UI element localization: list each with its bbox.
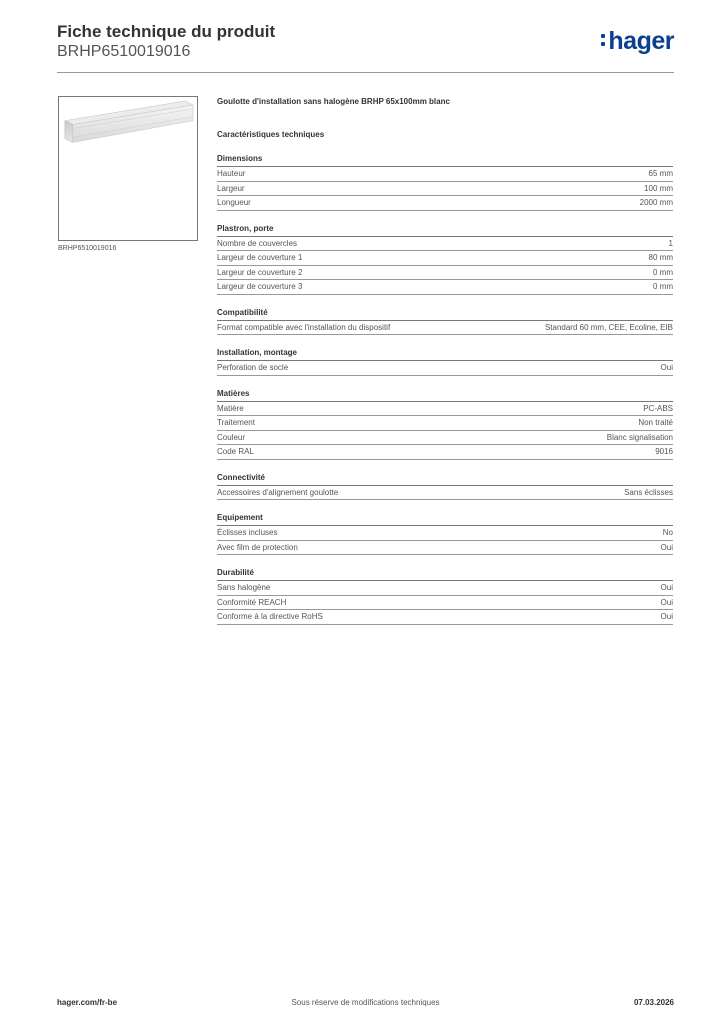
spec-label: Accessoires d'alignement goulotte xyxy=(217,487,339,497)
spec-value: 65 mm xyxy=(648,169,673,178)
spec-value: No xyxy=(662,528,673,537)
section-title: Matières xyxy=(217,388,673,402)
spec-label: Conforme à la directive RoHS xyxy=(217,612,323,621)
page-header xyxy=(57,22,674,68)
section-title: Connectivité xyxy=(217,472,673,486)
section-title: Durabilité xyxy=(217,567,673,581)
page-title: Fiche technique du produit xyxy=(57,22,276,41)
spec-row xyxy=(217,321,673,336)
logo-colon-icon xyxy=(601,30,607,50)
footer-disclaimer: Sous réserve de modifications techniques xyxy=(291,998,440,1007)
section-title: Equipement xyxy=(217,512,673,526)
spec-label: Traitement xyxy=(217,418,255,427)
cable-trunking-icon xyxy=(59,97,197,240)
spec-label: Code RAL xyxy=(217,447,254,456)
spec-value: Oui xyxy=(660,542,673,552)
spec-label: Largeur de couverture 2 xyxy=(217,267,303,277)
spec-row xyxy=(217,196,673,211)
spec-label: Perforation de socle xyxy=(217,363,289,372)
spec-row xyxy=(217,431,673,446)
logo-text: hager xyxy=(608,27,674,55)
spec-content xyxy=(217,96,673,625)
spec-label: Largeur xyxy=(217,183,245,193)
spec-label: Avec film de protection xyxy=(217,542,298,552)
section-title: Compatibilité xyxy=(217,307,673,321)
spec-value: Oui xyxy=(660,583,673,592)
spec-label: Nombre de couvercles xyxy=(217,238,298,248)
spec-label: Conformité REACH xyxy=(217,597,287,607)
spec-value: Blanc signalisation xyxy=(606,432,673,442)
spec-value: Oui xyxy=(660,363,673,372)
spec-value: 1 xyxy=(668,238,673,248)
spec-row xyxy=(217,416,673,431)
spec-value: Oui xyxy=(660,597,673,607)
spec-label: Largeur de couverture 3 xyxy=(217,282,303,291)
spec-label: Éclisses incluses xyxy=(217,528,278,537)
spec-section xyxy=(217,388,673,460)
product-image xyxy=(58,96,198,241)
spec-row xyxy=(217,610,673,625)
spec-row xyxy=(217,445,673,460)
spec-value: Standard 60 mm, CEE, Ecoline, EIB xyxy=(544,322,673,332)
spec-value: Non traité xyxy=(638,418,673,427)
spec-row xyxy=(217,402,673,417)
header-divider xyxy=(57,72,674,73)
spec-value: 9016 xyxy=(655,447,673,456)
spec-heading: Caractéristiques techniques xyxy=(217,130,325,139)
section-title: Plastron, porte xyxy=(217,223,673,237)
spec-sections xyxy=(217,153,673,625)
page-footer xyxy=(57,998,674,1010)
spec-section xyxy=(217,223,673,295)
spec-value: 0 mm xyxy=(653,282,673,291)
spec-row xyxy=(217,237,673,252)
spec-value: 2000 mm xyxy=(639,198,673,207)
spec-value: Oui xyxy=(660,612,673,621)
spec-value: 0 mm xyxy=(653,267,673,277)
product-name: Goulotte d'installation sans halogène BRHP 65x100mm blanc xyxy=(217,97,450,106)
spec-label: Largeur de couverture 1 xyxy=(217,253,303,262)
spec-section xyxy=(217,307,673,336)
spec-row xyxy=(217,167,673,182)
spec-label: Matière xyxy=(217,403,244,413)
section-title: Installation, montage xyxy=(217,347,673,361)
spec-section xyxy=(217,567,673,625)
hager-logo xyxy=(601,27,674,55)
spec-label: Hauteur xyxy=(217,169,246,178)
spec-row xyxy=(217,251,673,266)
spec-section xyxy=(217,472,673,501)
spec-label: Couleur xyxy=(217,432,246,442)
spec-row xyxy=(217,541,673,556)
spec-row xyxy=(217,596,673,611)
product-reference: BRHP6510019016 xyxy=(57,43,191,60)
spec-row xyxy=(217,266,673,281)
spec-section xyxy=(217,512,673,555)
spec-row xyxy=(217,182,673,197)
spec-row xyxy=(217,581,673,596)
spec-row xyxy=(217,526,673,541)
footer-website: hager.com/fr-be xyxy=(57,998,118,1007)
spec-section xyxy=(217,347,673,376)
section-title: Dimensions xyxy=(217,153,673,167)
spec-row xyxy=(217,280,673,295)
spec-value: 100 mm xyxy=(644,183,673,193)
spec-value: PC-ABS xyxy=(643,403,673,413)
spec-section xyxy=(217,153,673,211)
spec-row xyxy=(217,486,673,501)
spec-value: Sans éclisses xyxy=(624,487,673,497)
footer-date: 07.03.2026 xyxy=(633,998,674,1007)
spec-label: Format compatible avec l'installation du dispositif xyxy=(217,322,391,332)
spec-value: 80 mm xyxy=(648,253,673,262)
spec-label: Sans halogène xyxy=(217,583,271,592)
spec-row xyxy=(217,361,673,376)
image-caption: BRHP6510019016 xyxy=(58,245,117,252)
spec-label: Longueur xyxy=(217,198,251,207)
